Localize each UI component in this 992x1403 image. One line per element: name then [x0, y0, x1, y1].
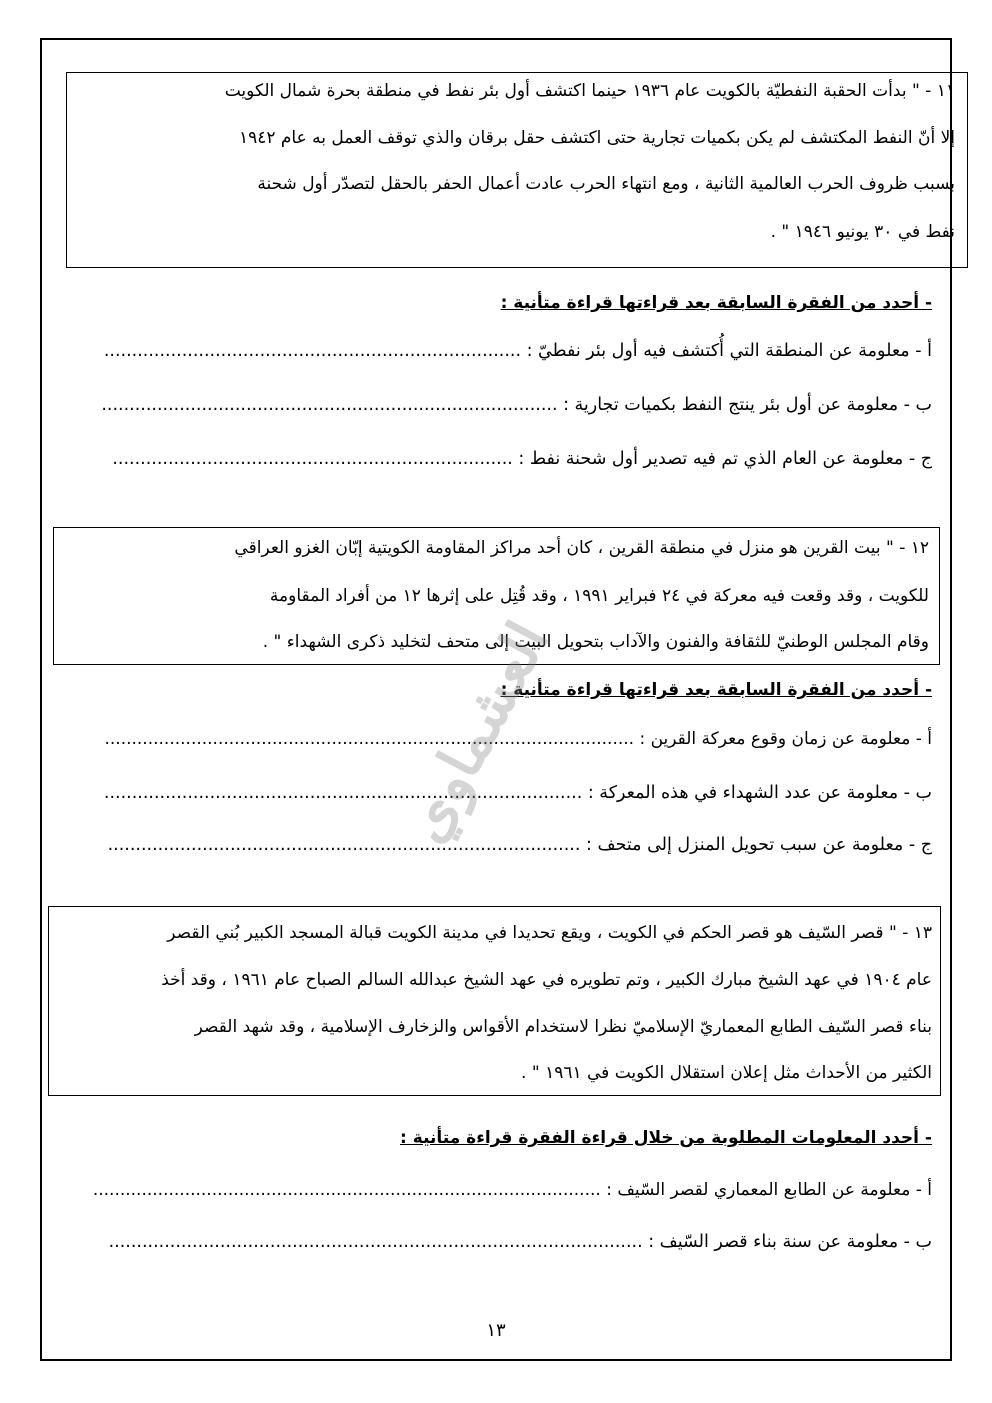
passage-line: بسبب ظروف الحرب العالمية الثانية ، ومع انتهاء الحرب عادت أعمال الحفر بالحقل لتصدّر أول شحنة [257, 174, 955, 194]
question-line: أ - معلومة عن المنطقة التي أُكتشف فيه أول بئر نفطيّ : ........................................................................... [103, 341, 932, 361]
question-line: ج - معلومة عن سبب تحويل المنزل إلى متحف : ..................................................................................... [107, 835, 932, 855]
passage-line: إلا أنّ النفط المكتشف لم يكن بكميات تجارية حتى اكتشف حقل برقان والذي توقف العمل به عام ١٩٤٢ [238, 128, 955, 148]
passage-line: للكويت ، وقد وقعت فيه معركة في ٢٤ فبراير ١٩٩١ ، وقد قُتِل على إثرها ١٢ من أفراد المقاومة [269, 586, 929, 606]
passage-line: ١٣ - " قصر السّيف هو قصر الحكم في الكويت ، ويقع تحديدا في مدينة الكويت قبالة المسجد الكبير بُني القصر [167, 923, 932, 943]
passage-line: ١١ - " بدأت الحقبة النفطيّة بالكويت عام ١٩٣٦ حينما اكتشف أول بئر نفط في منطقة بحرة شمال الكويت [224, 81, 955, 101]
passage-line: عام ١٩٠٤ في عهد الشيخ مبارك الكبير ، وتم تطويره في عهد الشيخ عبدالله السالم الصباح عام ١٩٦١ ، وقد أخذ [161, 970, 932, 990]
passage-line: نفط في ٣٠ يونيو ١٩٤٦ " . [770, 222, 955, 242]
passage-11 [66, 72, 968, 268]
question-line: أ - معلومة عن الطابع المعماري لقصر السّيف : .............................................................................................. [92, 1180, 932, 1200]
passage-line: ١٢ - " بيت القرين هو منزل في منطقة القرين ، كان أحد مراكز المقاومة الكويتية إبّان الغزو العراقي [234, 538, 929, 558]
section-heading: - أحدد المعلومات المطلوبة من خلال قراءة الفقرة قراءة متأنية : [400, 1128, 932, 1148]
section-heading: - أحدد من الفقرة السابقة بعد قراءتها قراءة متأنية : [500, 680, 932, 700]
question-line: ج - معلومة عن العام الذي تم فيه تصدير أول شحنة نفط : ........................................................................ [112, 449, 932, 469]
passage-line: وقام المجلس الوطنيّ للثقافة والفنون والآداب بتحويل البيت إلى متحف لتخليد ذكرى الشهداء " . [262, 632, 929, 652]
question-line: ب - معلومة عن أول بئر ينتج النفط بكميات تجارية : .................................................................................. [101, 395, 932, 415]
passage-13 [48, 906, 941, 1096]
question-line: ب - معلومة عن سنة بناء قصر السّيف : ................................................................................................ [108, 1232, 932, 1252]
passage-line: بناء قصر السّيف الطابع المعماريّ الإسلاميّ نظرا لاستخدام الأقواس والزخارف الإسلامية ، وقد شهد القصر [194, 1017, 932, 1037]
section-heading: - أحدد من الفقرة السابقة بعد قراءتها قراءة متأنية : [500, 293, 932, 313]
passage-line: الكثير من الأحداث مثل إعلان استقلال الكويت في ١٩٦١ " . [521, 1063, 932, 1083]
question-line: أ - معلومة عن زمان وقوع معركة القرين : .................................................................................................. [104, 729, 932, 749]
question-line: ب - معلومة عن عدد الشهداء في هذه المعركة : ...................................................................................... [103, 783, 932, 803]
watermark: العشماوي [390, 610, 562, 853]
page-number: ١٣ [486, 1320, 506, 1341]
